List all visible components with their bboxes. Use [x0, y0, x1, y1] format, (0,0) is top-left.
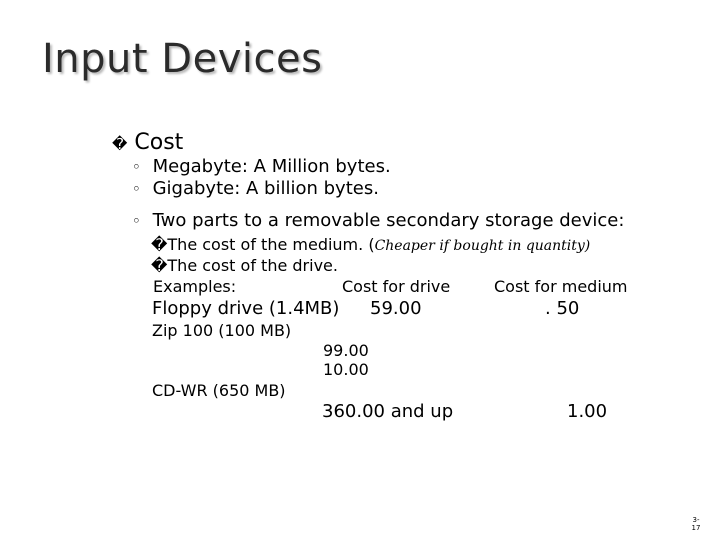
slide-title: Input Devices	[42, 36, 323, 82]
ring-bullet-icon: ◦	[132, 212, 141, 230]
ring-bullet-icon: ◦	[132, 158, 141, 176]
cost-bullet	[112, 130, 183, 155]
page-number	[688, 516, 704, 532]
floppy-drive-cost: 59.00	[370, 298, 422, 319]
medium-cost-note: Cheaper if bought in quantity)	[374, 238, 591, 254]
col-header-medium: Cost for medium	[494, 277, 628, 296]
megabyte-definition: : A Million bytes.	[241, 156, 391, 177]
cdwr-drive-cost: 360.00 and up	[322, 401, 454, 422]
examples-label: Examples:	[153, 277, 237, 296]
cdwr-label: CD-WR (650 MB)	[152, 381, 286, 400]
box-bullet-icon: �	[151, 235, 168, 254]
gigabyte-bullet	[132, 178, 379, 199]
medium-cost-text: The cost of the medium. (	[167, 235, 375, 254]
megabyte-term: Megabyte	[152, 156, 242, 177]
zip-drive-cost: 99.00	[323, 341, 369, 360]
drive-cost-line	[151, 256, 338, 275]
box-bullet-icon: �	[151, 256, 168, 275]
cost-heading: Cost	[134, 130, 184, 155]
medium-cost-line	[151, 235, 590, 254]
two-parts-text: Two parts to a removable secondary storage device:	[152, 210, 625, 231]
page-number-bottom: 17	[691, 524, 701, 532]
box-bullet-icon: �	[112, 135, 128, 153]
ring-bullet-icon: ◦	[132, 180, 141, 198]
zip-label: Zip 100 (100 MB)	[152, 321, 292, 340]
gigabyte-definition: : A billion bytes.	[234, 178, 379, 199]
floppy-label: Floppy drive (1.4MB)	[152, 298, 340, 319]
gigabyte-term: Gigabyte	[152, 178, 235, 199]
floppy-medium-cost: . 50	[545, 298, 580, 319]
col-header-drive: Cost for drive	[342, 277, 451, 296]
drive-cost-text: The cost of the drive.	[167, 256, 338, 275]
two-parts-bullet	[132, 210, 624, 231]
zip-medium-cost: 10.00	[323, 360, 369, 379]
page-number-top: 3-	[692, 516, 700, 524]
megabyte-bullet	[132, 156, 391, 177]
cdwr-medium-cost: 1.00	[567, 401, 608, 422]
